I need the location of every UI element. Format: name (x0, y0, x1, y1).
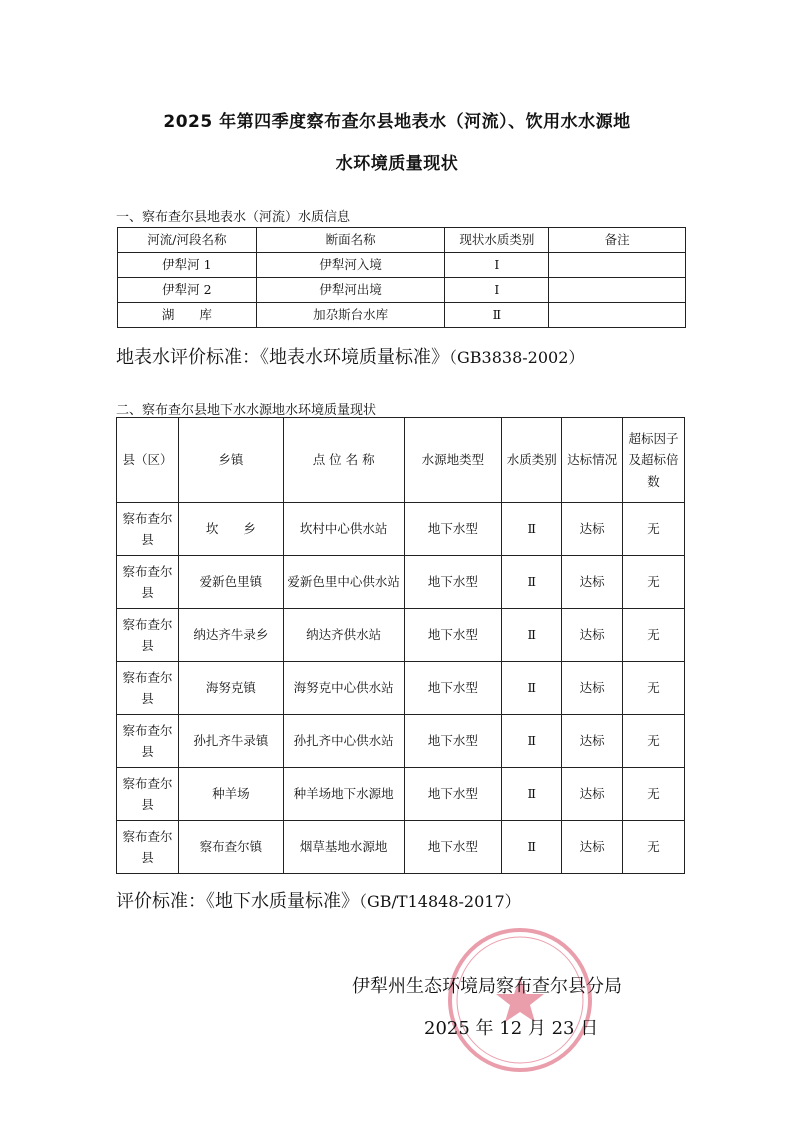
groundwater-standard (116, 887, 521, 913)
cell-section-name: 伊犁河入境 (256, 253, 445, 278)
header-quality-class: 水质类别 (502, 418, 562, 503)
cell-site-name: 烟草基地水源地 (283, 821, 404, 874)
cell-site-name: 坎村中心供水站 (283, 503, 404, 556)
cell-river-name: 湖 库 (118, 303, 257, 328)
cell-source-type: 地下水型 (404, 609, 502, 662)
header-quality-class: 现状水质类别 (445, 228, 549, 253)
cell-exceedance: 无 (623, 503, 685, 556)
cell-county: 察布查尔县 (117, 715, 179, 768)
table-row (118, 303, 686, 328)
cell-source-type: 地下水型 (404, 821, 502, 874)
cell-source-type: 地下水型 (404, 662, 502, 715)
cell-county: 察布查尔县 (117, 503, 179, 556)
table-row (118, 253, 686, 278)
cell-site-name: 孙扎齐中心供水站 (283, 715, 404, 768)
cell-county: 察布查尔县 (117, 556, 179, 609)
cell-compliance: 达标 (562, 768, 623, 821)
cell-township: 察布查尔镇 (178, 821, 283, 874)
surface-water-standard (116, 343, 584, 369)
cell-site-name: 爱新色里中心供水站 (283, 556, 404, 609)
cell-quality-class: Ⅱ (502, 503, 562, 556)
table-row (117, 609, 685, 662)
cell-exceedance: 无 (623, 556, 685, 609)
cell-remarks (549, 253, 686, 278)
cell-compliance: 达标 (562, 662, 623, 715)
cell-quality-class: Ⅰ (445, 278, 549, 303)
cell-township: 坎 乡 (178, 503, 283, 556)
cell-quality-class: Ⅱ (502, 768, 562, 821)
section1-heading: 一、察布查尔县地表水（河流）水质信息 (116, 210, 351, 225)
cell-site-name: 种羊场地下水源地 (283, 768, 404, 821)
document-title-line1: 2025 年第四季度察布查尔县地表水（河流）、饮用水水源地 (163, 112, 631, 132)
header-source-type: 水源地类型 (404, 418, 502, 503)
header-township: 乡镇 (178, 418, 283, 503)
cell-township: 纳达齐牛录乡 (178, 609, 283, 662)
document-title-line2: 水环境质量现状 (335, 154, 459, 174)
groundwater-standard-code: （GB/T14848-2017） (359, 892, 521, 911)
surface-water-standard-code: （GB3838-2002） (449, 348, 585, 367)
cell-county: 察布查尔县 (117, 609, 179, 662)
cell-township: 爱新色里镇 (178, 556, 283, 609)
cell-township: 海努克镇 (178, 662, 283, 715)
header-section-name: 断面名称 (256, 228, 445, 253)
section2-heading: 二、察布查尔县地下水水源地水环境质量现状 (116, 403, 377, 418)
surface-water-standard-label: 地表水评价标准：《地表水环境质量标准》 (116, 347, 449, 368)
cell-compliance: 达标 (562, 609, 623, 662)
groundwater-standard-label: 评价标准：《地下水质量标准》 (116, 891, 359, 912)
cell-river-name: 伊犁河 1 (118, 253, 257, 278)
table-header-row (117, 418, 685, 503)
cell-quality-class: Ⅱ (502, 821, 562, 874)
table-row (117, 556, 685, 609)
issue-date: 2025 年 12 月 23 日 (424, 1018, 599, 1039)
header-county: 县（区） (117, 418, 179, 503)
table-row (117, 715, 685, 768)
cell-site-name: 纳达齐供水站 (283, 609, 404, 662)
cell-quality-class: Ⅱ (502, 662, 562, 715)
issuer-name: 伊犁州生态环境局察布查尔县分局 (352, 976, 622, 997)
header-site-name: 点 位 名 称 (283, 418, 404, 503)
cell-compliance: 达标 (562, 556, 623, 609)
cell-compliance: 达标 (562, 821, 623, 874)
cell-county: 察布查尔县 (117, 821, 179, 874)
cell-exceedance: 无 (623, 715, 685, 768)
cell-quality-class: Ⅰ (445, 253, 549, 278)
table-row (117, 503, 685, 556)
cell-compliance: 达标 (562, 715, 623, 768)
cell-county: 察布查尔县 (117, 662, 179, 715)
cell-township: 孙扎齐牛录镇 (178, 715, 283, 768)
surface-water-table (117, 227, 686, 328)
cell-township: 种羊场 (178, 768, 283, 821)
cell-section-name: 伊犁河出境 (256, 278, 445, 303)
cell-compliance: 达标 (562, 503, 623, 556)
cell-exceedance: 无 (623, 821, 685, 874)
cell-source-type: 地下水型 (404, 768, 502, 821)
cell-section-name: 加尕斯台水库 (256, 303, 445, 328)
cell-quality-class: Ⅱ (502, 609, 562, 662)
official-seal-icon (445, 925, 595, 1075)
cell-site-name: 海努克中心供水站 (283, 662, 404, 715)
cell-remarks (549, 278, 686, 303)
header-compliance: 达标情况 (562, 418, 623, 503)
cell-quality-class: Ⅱ (502, 715, 562, 768)
cell-exceedance: 无 (623, 768, 685, 821)
table-row (118, 278, 686, 303)
cell-remarks (549, 303, 686, 328)
cell-quality-class: Ⅱ (502, 556, 562, 609)
groundwater-table (116, 417, 685, 874)
header-exceedance: 超标因子及超标倍数 (623, 418, 685, 503)
cell-exceedance: 无 (623, 662, 685, 715)
header-river-name: 河流/河段名称 (118, 228, 257, 253)
table-row (117, 821, 685, 874)
table-row (117, 768, 685, 821)
table-row (117, 662, 685, 715)
cell-quality-class: Ⅱ (445, 303, 549, 328)
cell-river-name: 伊犁河 2 (118, 278, 257, 303)
cell-source-type: 地下水型 (404, 556, 502, 609)
cell-exceedance: 无 (623, 609, 685, 662)
cell-source-type: 地下水型 (404, 715, 502, 768)
cell-county: 察布查尔县 (117, 768, 179, 821)
cell-source-type: 地下水型 (404, 503, 502, 556)
table-header-row (118, 228, 686, 253)
header-remarks: 备注 (549, 228, 686, 253)
